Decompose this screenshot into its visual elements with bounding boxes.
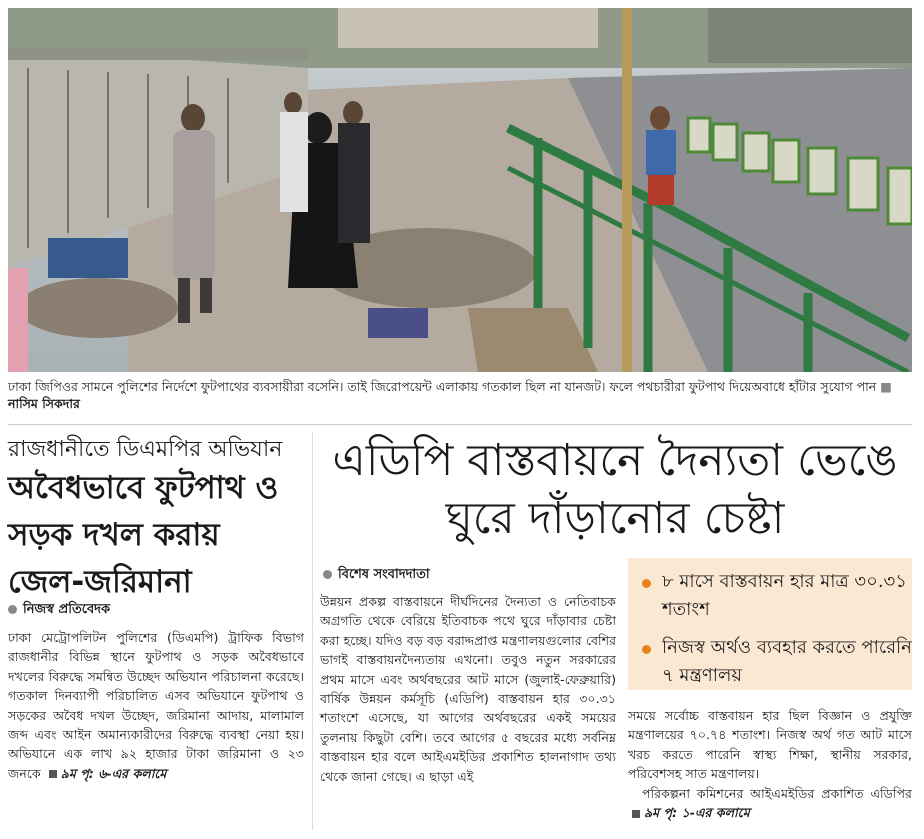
caption-text: ঢাকা জিপিওর সামনে পুলিশের নির্দেশে ফুটপাথের ব্যবসায়ীরা বসেনি। তাই জিরোপয়েন্ট এলাকায় গতকাল ছিল না যানজট। ফলে পথচারীরা ফুটপাথ দিয়েঅবাধে হাঁটার সুযোগ পান — [8, 379, 877, 394]
credit-square-icon: ■ — [880, 379, 892, 394]
highlight-item — [628, 568, 912, 624]
highlight-box — [628, 558, 912, 690]
orange-bullet-icon — [642, 645, 651, 654]
main-story-body-col2-text: সময়ে সর্বোচ্চ বাস্তবায়ন হার ছিল বিজ্ঞান ও প্রযুক্তি মন্ত্রণালয়ের ৭০.৭৪ শতাংশ। নিজস্ব অর্থ গত আট মাসে খরচ করতে পারেনি স্বাস্থ্য শিক্ষা, স্থানীয় সরকার, পরিবেশসহ সাত মন্ত্রণালয়। — [628, 708, 912, 782]
street-scene-illustration — [8, 8, 912, 372]
highlight-text-1: ৮ মাসে বাস্তবায়ন হার মাত্র ৩০.৩১ শতাংশ — [662, 571, 907, 620]
photo-credit: নাসিম সিকদার — [8, 396, 80, 411]
byline-dot-icon — [323, 570, 332, 579]
main-story-headline: এডিপি বাস্তবায়নে দৈন্যতা ভেঙে ঘুরে দাঁড়ানোর চেষ্টা — [332, 435, 898, 544]
main-story-body-col1-text: উন্নয়ন প্রকল্প বাস্তবায়নে দীর্ঘদিনের দৈন্যতা ও নেতিবাচক অগ্রগতি থেকে বেরিয়ে ইতিবাচক পথে ঘুরে দাঁড়াবার চেষ্টা করা হচ্ছে। যদিও বড় বড় বরাদ্দপ্রাপ্ত মন্ত্রণালয়গুলোর বেশির ভাগই বাস্তবায়নদৈন্যতায় এখনো। তবুও নতুন সরকারের প্রথম মাসে এবং অর্থবছরের আট মাসে (জুলাই-ফেব্রুয়ারি) বার্ষিক উন্নয়ন কর্মসূচি (এডিপি) বাস্তবায়ন হার ৩০.৩১ শতাংশে এসেছে, যা আগের অর্থবছরের একই সময়ের তুলনায় কিছুটা বেশি। তবে আগের ৫ বছরের মধ্যে সর্বনিম্ন বাস্তবায়ন হার বলে আইএমইডির প্রকাশিত হালনাগাদ তথ্য থেকে জানা গেছে। এ ছাড়া এই — [320, 594, 616, 784]
byline-dot-icon — [8, 605, 17, 614]
orange-bullet-icon — [642, 579, 651, 588]
left-byline-text: নিজস্ব প্রতিবেদক — [23, 602, 111, 617]
jump-square-icon — [49, 770, 57, 778]
main-byline-text: বিশেষ সংবাদদাতা — [338, 567, 430, 582]
left-story-jump[interactable]: ৯ম পৃ: ৬-এর কলামে — [60, 765, 167, 781]
left-story-body-text: ঢাকা মেট্রোপলিটন পুলিশের (ডিএমপি) ট্রাফিক বিভাগ রাজধানীর বিভিন্ন স্থানে ফুটপাথ ও সড়ক অবৈধভাবে দখলের বিরুদ্ধে সমন্বিত উচ্ছেদ অভিযান পরিচালনা করেছে। গতকাল দিনব্যাপী পরিচালিত এসব অভিযানে ফুটপাথ ও সড়কের অবৈধ দখল উচ্ছেদ, জরিমানা আদায়, মালামাল জব্দ এবং আইন অমান্যকারীদের বিরুদ্ধে ব্যবস্থা নেয়া হয়। অভিযানে এক লাখ ৯২ হাজার টাকা জরিমানা ও ২৩ জনকে — [8, 630, 304, 781]
photo-caption — [8, 378, 912, 412]
section-divider — [8, 424, 912, 425]
news-photo — [8, 8, 912, 372]
column-divider — [312, 432, 313, 830]
left-story-kicker: রাজধানীতে ডিএমপির অভিযান — [8, 437, 283, 462]
main-story-byline — [323, 565, 430, 586]
main-story-jump[interactable]: ৯ম পৃ: ১-এর কলামে — [644, 805, 750, 821]
main-story-body-col1 — [320, 592, 616, 786]
jump-square-icon — [632, 810, 640, 818]
left-story-byline — [8, 600, 110, 621]
highlight-item — [628, 634, 912, 690]
highlight-text-2: নিজস্ব অর্থও ব্যবহার করতে পারেনি ৭ মন্ত্রণালয় — [662, 637, 912, 686]
main-story-body-col2-para2: পরিকল্পনা কমিশনের আইএমইডির প্রকাশিত এডিপির — [642, 785, 912, 801]
main-story-body-col2 — [628, 706, 912, 822]
left-story-headline: অবৈধভাবে ফুটপাথ ও সড়ক দখল করায় জেল-জরিমানা — [8, 470, 279, 600]
left-story-body — [8, 628, 304, 783]
